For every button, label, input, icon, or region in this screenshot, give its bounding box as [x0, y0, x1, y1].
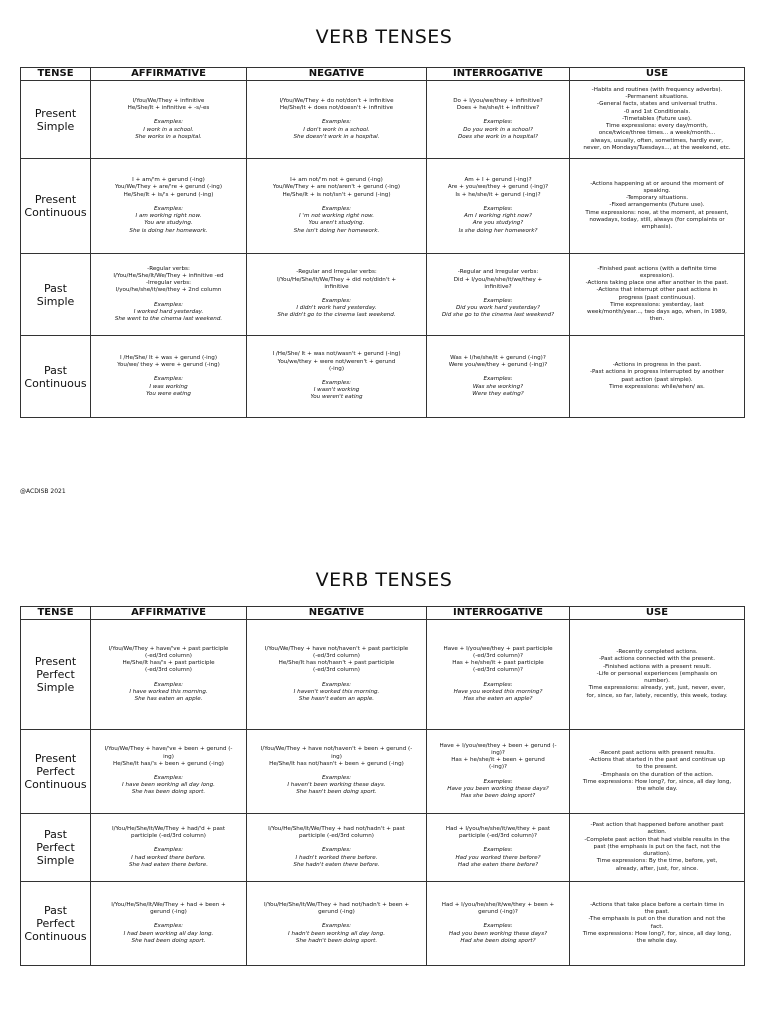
interrogative-examples: Examples: Do you work in a school? Does she work in a hospital?: [457, 119, 539, 140]
negative-cell: [247, 81, 427, 159]
negative-examples: Examples: I haven't been working these days. She hasn't been doing sport.: [287, 775, 386, 796]
affirmative-cell: [91, 814, 247, 882]
affirmative-examples: Examples: I worked hard yesterday. She went to the cinema last weekend.: [114, 301, 223, 322]
use-text: -Actions that take place before a certain time in the past. -The emphasis is put on the duration and not the fact. Time expressions: How long?, for, since, all day long, the whole day.: [582, 901, 732, 944]
page-title: VERB TENSES: [315, 569, 453, 591]
header-negative: NEGATIVE: [247, 68, 427, 81]
affirmative-examples: Examples: I am working right now. You are studying. She is doing her homework.: [129, 205, 208, 234]
interrogative-cell: [427, 336, 570, 418]
negative-examples: Examples: I 'm not working right now. You aren't studying. She isn't doing her homework.: [293, 205, 380, 234]
affirmative-examples: Examples: I had been working all day long. She had been doing sport.: [123, 923, 214, 944]
negative-form: I+ am not/'m not + gerund (-ing) You/We/They + are not/aren't + gerund (-ing) He/She/It + is not/isn't + gerund (-ing): [272, 177, 401, 198]
negative-examples: Examples: I hadn't been working all day long. She hadn't been doing sport.: [288, 923, 385, 944]
negative-cell: [247, 814, 427, 882]
affirmative-examples: Examples: I have worked this morning. She has eaten an apple.: [129, 681, 208, 702]
table-row: [21, 81, 745, 159]
interrogative-cell: [427, 730, 570, 814]
tense-name: Past Simple: [21, 254, 91, 336]
use-cell: [570, 882, 745, 966]
interrogative-cell: [427, 814, 570, 882]
use-text: -Finished past actions (with a definite time expression). -Actions taking place one after another in the past. -Actions that interrupt other past actions in progress (past continuous). Time expressions: yesterday, last week/month/year..., two days ago, when, in 1989, then.: [585, 265, 729, 323]
negative-cell: [247, 882, 427, 966]
header-affirmative: AFFIRMATIVE: [91, 607, 247, 620]
affirmative-examples: Examples: I work in a school. She works in a hospital.: [135, 119, 202, 140]
interrogative-form: Was + I/he/she/it + gerund (-ing)? Were you/we/they + gerund (-ing)?: [448, 354, 548, 369]
affirmative-cell: [91, 730, 247, 814]
tense-name: Present Simple: [21, 81, 91, 159]
interrogative-cell: [427, 620, 570, 730]
affirmative-examples: Examples: I was working You were eating: [146, 376, 191, 397]
tense-name: Present Continuous: [21, 159, 91, 254]
interrogative-examples: Examples: Did you work hard yesterday? Did she go to the cinema last weekend?: [441, 298, 555, 319]
negative-examples: Examples: I wasn't working You weren't eating: [310, 380, 363, 401]
affirmative-form: I + am/'m + gerund (-ing) You/We/They + are/'re + gerund (-ing) He/She/It + is/'s + gerund (-ing): [114, 177, 223, 198]
page-title: VERB TENSES: [315, 26, 453, 48]
negative-form: I/You/We/They + have not/haven't + been + gerund (- ing) He/She/It has not/hasn't + been + gerund (-ing): [260, 746, 413, 767]
use-text: -Past action that happened before another past action. -Complete past action that had visible results in the past (the emphasis is put on the fact, not the duration). Time expressions: By the time, before, yet, already, after, just, for, since.: [584, 822, 730, 872]
table-row: [21, 254, 745, 336]
interrogative-cell: [427, 81, 570, 159]
use-cell: [570, 81, 745, 159]
affirmative-form: I/You/He/She/It/We/They + had + been + gerund (-ing): [111, 901, 226, 916]
affirmative-examples: Examples: I had worked there before. She had eaten there before.: [128, 847, 209, 868]
tense-name: Present Perfect Continuous: [21, 730, 91, 814]
table-header-row: [21, 68, 745, 81]
interrogative-examples: Examples: Have you worked this morning? Has she eaten an apple?: [453, 681, 543, 702]
tense-name: Present Perfect Simple: [21, 620, 91, 730]
table-row: [21, 882, 745, 966]
header-use: USE: [570, 68, 745, 81]
negative-examples: Examples: I don't work in a school. She doesn't work in a hospital.: [293, 119, 380, 140]
negative-form: I/You/We/They + have not/haven't + past participle (-ed/3rd column) He/She/It has not/hasn't + past participle (-ed/3rd column): [264, 645, 409, 674]
negative-examples: Examples: I haven't worked this morning. She hasn't eaten an apple.: [293, 681, 380, 702]
table-row: [21, 620, 745, 730]
affirmative-form: I /He/She/ It + was + gerund (-ing) You/we/ they + were + gerund (-ing): [117, 354, 220, 369]
table-row: [21, 730, 745, 814]
negative-cell: [247, 254, 427, 336]
use-cell: [570, 336, 745, 418]
interrogative-examples: Examples: Had you worked there before? Had she eaten there before?: [455, 847, 541, 868]
negative-examples: Examples: I didn't work hard yesterday. She didn't go to the cinema last weekend.: [277, 298, 396, 319]
interrogative-form: Have + I/you/we/they + been + gerund (- ing)? Has + he/she/it + been + gerund (-ing)?: [439, 742, 557, 771]
use-cell: [570, 620, 745, 730]
table-header-row: [21, 607, 745, 620]
header-use: USE: [570, 607, 745, 620]
table-row: [21, 336, 745, 418]
negative-cell: [247, 336, 427, 418]
interrogative-examples: Examples: Am I working right now? Are you studying? Is she doing her homework?: [458, 205, 538, 234]
verb-tenses-table: [20, 606, 745, 966]
interrogative-cell: [427, 882, 570, 966]
header-interrogative: INTERROGATIVE: [427, 68, 570, 81]
interrogative-examples: Examples: Was she working? Were they eating?: [472, 376, 524, 397]
header-tense: TENSE: [21, 68, 91, 81]
interrogative-form: Have + I/you/we/they + past participle (-ed/3rd column)? Has + he/she/it + past participle (-ed/3rd column)?: [443, 645, 553, 674]
affirmative-form: I/You/We/They + infinitive He/She/It + infinitive + -s/-es: [127, 97, 210, 112]
use-text: -Recently completed actions. -Past actions connected with the present. -Finished actions with a present result. -Life or personal experiences (emphasis on number). Time expressions: already, yet, just, never, ever, for, since, so far, lately, recently, this week, today.: [586, 649, 728, 699]
affirmative-cell: [91, 620, 247, 730]
use-text: -Actions happening at or around the moment of speaking. -Temporary situations. -Fixed arrangements (Future use). Time expressions: now, at the moment, at present, nowadays, today, still, always (for complaints or emphasis).: [585, 180, 729, 230]
use-text: -Habits and routines (with frequency adverbs). -Permanent situations. -General facts, states and universal truths. -0 and 1st Conditionals. -Timetables (Future use). Time expressions: every day/month, once/twice/three times... a week/month... always, usually, often, sometimes, hardly ever, never, on Mondays/Tuesdays..., at the weekend, etc.: [583, 87, 731, 151]
interrogative-cell: [427, 254, 570, 336]
negative-cell: [247, 620, 427, 730]
use-text: -Actions in progress in the past. -Past actions in progress interrupted by another past action (past simple). Time expressions: while/when/ as.: [590, 362, 724, 390]
verb-tenses-table: [20, 67, 745, 418]
negative-cell: [247, 159, 427, 254]
table-row: [21, 159, 745, 254]
interrogative-form: Had + I/you/he/she/it/we/they + been + gerund (-ing)?: [441, 901, 555, 916]
affirmative-form: -Regular verbs: I/You/He/She/It/We/They + infinitive -ed -Irregular verbs: I/you/he/she/it/we/they + 2nd column: [113, 265, 224, 294]
negative-form: I/You/He/She/It/We/They + had not/hadn't + been + gerund (-ing): [263, 901, 410, 916]
header-affirmative: AFFIRMATIVE: [91, 68, 247, 81]
interrogative-form: Had + I/you/he/she/it/we/they + past participle (-ed/3rd column)?: [445, 825, 551, 840]
negative-form: I/You/We/They + do not/don't + infinitive He/She/It + does not/doesn't + infinitive: [279, 97, 394, 112]
table-row: [21, 814, 745, 882]
affirmative-form: I/You/We/They + have/'ve + past participle (-ed/3rd column) He/She/It has/'s + past participle (-ed/3rd column): [108, 645, 229, 674]
affirmative-cell: [91, 81, 247, 159]
header-interrogative: INTERROGATIVE: [427, 607, 570, 620]
affirmative-form: I/You/He/She/It/We/They + had/'d + past participle (-ed/3rd column): [111, 825, 226, 840]
interrogative-examples: Examples: Had you been working these days? Had she been doing sport?: [448, 923, 548, 944]
use-cell: [570, 814, 745, 882]
interrogative-form: -Regular and Irregular verbs: Did + I/you/he/she/it/we/they + infinitive?: [453, 269, 543, 290]
use-cell: [570, 159, 745, 254]
affirmative-cell: [91, 882, 247, 966]
use-text: -Recent past actions with present results. -Actions that started in the past and continue up to the present. -Emphasis on the duration of the action. Time expressions: How long?, for, since, all day long, the whole day.: [582, 749, 732, 792]
use-cell: [570, 254, 745, 336]
interrogative-cell: [427, 159, 570, 254]
affirmative-cell: [91, 336, 247, 418]
affirmative-cell: [91, 159, 247, 254]
interrogative-form: Do + I/you/we/they + infinitive? Does + he/she/it + infinitive?: [453, 97, 543, 112]
negative-form: I /He/She/ It + was not/wasn't + gerund (-ing) You/we/they + were not/weren't + gerund (-ing): [272, 351, 401, 372]
tense-name: Past Perfect Simple: [21, 814, 91, 882]
negative-form: -Regular and Irregular verbs: I/You/He/She/It/We/They + did not/didn't + infinitive: [276, 269, 397, 290]
tense-name: Past Continuous: [21, 336, 91, 418]
tense-name: Past Perfect Continuous: [21, 882, 91, 966]
header-negative: NEGATIVE: [247, 607, 427, 620]
use-cell: [570, 730, 745, 814]
negative-cell: [247, 730, 427, 814]
affirmative-examples: Examples: I have been working all day long. She has been doing sport.: [122, 775, 215, 796]
affirmative-cell: [91, 254, 247, 336]
affirmative-form: I/You/We/They + have/'ve + been + gerund (- ing) He/She/It has/'s + been + gerund (-ing): [104, 746, 233, 767]
negative-examples: Examples: I hadn't worked there before. She hadn't eaten there before.: [293, 847, 380, 868]
header-tense: TENSE: [21, 607, 91, 620]
copyright-notice: @ACDISB 2021: [20, 488, 66, 495]
interrogative-form: Am + I + gerund (-ing)? Are + you/we/they + gerund (-ing)? Is + he/she/it + gerund (-ing)?: [447, 177, 549, 198]
negative-form: I/You/He/She/It/We/They + had not/hadn't + past participle (-ed/3rd column): [268, 825, 405, 840]
interrogative-examples: Examples: Have you been working these days? Has she been doing sport?: [447, 778, 549, 799]
